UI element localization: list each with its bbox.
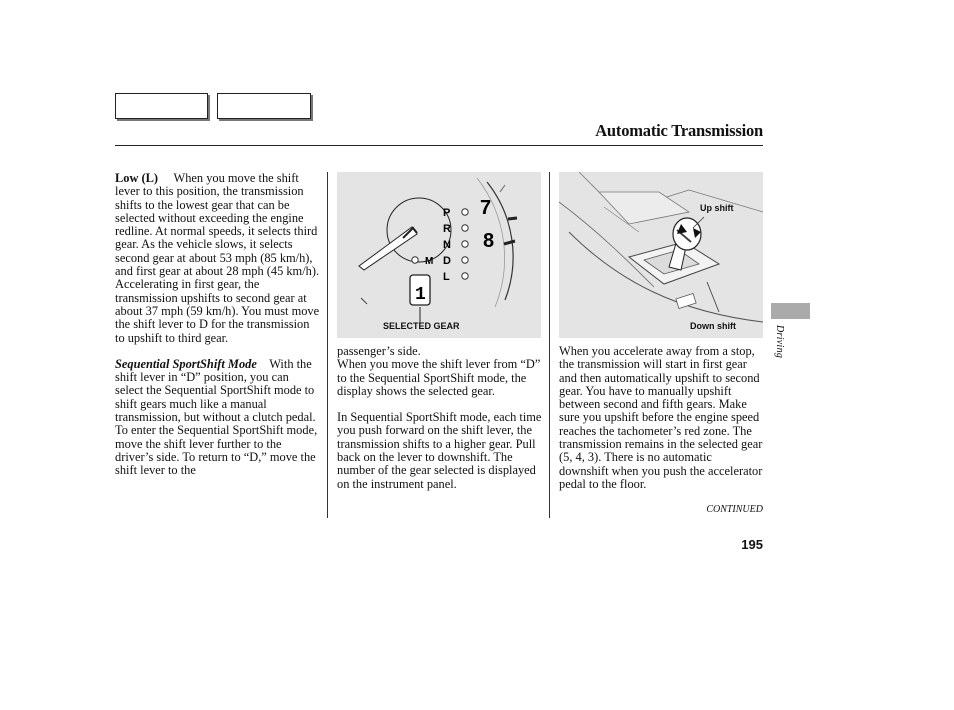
gear-letter-r: R: [443, 223, 451, 235]
passenger-side-text: passenger’s side.: [337, 344, 421, 358]
down-shift-label: Down shift: [690, 321, 736, 331]
sportshift-heading: Sequential SportShift Mode: [115, 356, 257, 371]
column-3: [559, 345, 764, 491]
column-divider-2: [549, 172, 550, 518]
low-heading: Low (L): [115, 171, 159, 185]
enter-mode-paragraph: To enter the Sequential SportShift mode, move the shift lever further to the driver’s side. To return to “D,” move the shift lever to the: [115, 423, 318, 478]
title-rule: [115, 145, 763, 146]
display-paragraph: When you move the shift lever from “D” to the Sequential SportShift mode, the display shows the selected gear.: [337, 357, 541, 398]
sportshift-paragraph: [115, 358, 320, 424]
selected-gear-figure: [337, 172, 541, 338]
shift-lever-figure: [559, 172, 763, 338]
mode-letter-m: M: [425, 256, 434, 267]
up-shift-label: Up shift: [700, 203, 734, 213]
page-number: 195: [741, 537, 763, 552]
column-1: [115, 172, 320, 478]
shift-paragraph: In Sequential SportShift mode, each time you push forward on the shift lever, the transmission shifts to a higher gear. Pull back on the lever to downshift. The number of the gear selected is displayed on the instrument panel.: [337, 410, 542, 491]
gear-letter-l: L: [443, 271, 450, 283]
section-label: Driving: [774, 325, 785, 359]
low-text: When you move the shift lever to this position, the transmission shifts to the lowest gear that can be selected without exceeding the engine redline. At normal speeds, it selects third gear. As the vehicle slows, it selects second gear at about 53 mph (85 km/h), and first gear at about 28 mph (45 km/h). Accelerating in first gear, the transmission upshifts to second gear at about 37 mph (59 km/h). You must move the shift lever to D for the transmission to upshift to third gear.: [115, 171, 320, 345]
low-paragraph: [115, 172, 320, 345]
instrument-display-illustration: [337, 172, 541, 338]
gear-digit: 1: [415, 285, 426, 305]
sportshift-text: With the shift lever in “D” position, you can select the Sequential SportShift mode to shift gears much like a manual transmission, but without a clutch pedal.: [115, 356, 316, 425]
shift-console-illustration: [559, 172, 763, 338]
continued-note: CONTINUED: [706, 504, 763, 515]
column-divider-1: [327, 172, 328, 518]
section-tab: [771, 303, 810, 319]
tach-digit-7: 7: [480, 197, 492, 219]
page-title: Automatic Transmission: [595, 121, 763, 140]
tach-digit-8: 8: [483, 230, 495, 252]
gear-letter-d: D: [443, 255, 451, 267]
chapter-tab-2: [217, 93, 311, 119]
chapter-tab-1: [115, 93, 208, 119]
gear-letter-n: N: [443, 239, 451, 251]
accelerate-paragraph: When you accelerate away from a stop, the transmission will start in first gear and then automatically upshift to second gear. You have to manually upshift between second and fifth gears. Make sure you upshift before the engine speed reaches the tachometer’s red zone. The transmission remains in the selected gear (5, 4, 3). There is no automatic downshift when you push the accelerator pedal to the floor.: [559, 344, 763, 491]
column-2: [337, 345, 542, 491]
selected-gear-label: SELECTED GEAR: [383, 321, 460, 331]
gear-letter-p: P: [443, 207, 451, 219]
